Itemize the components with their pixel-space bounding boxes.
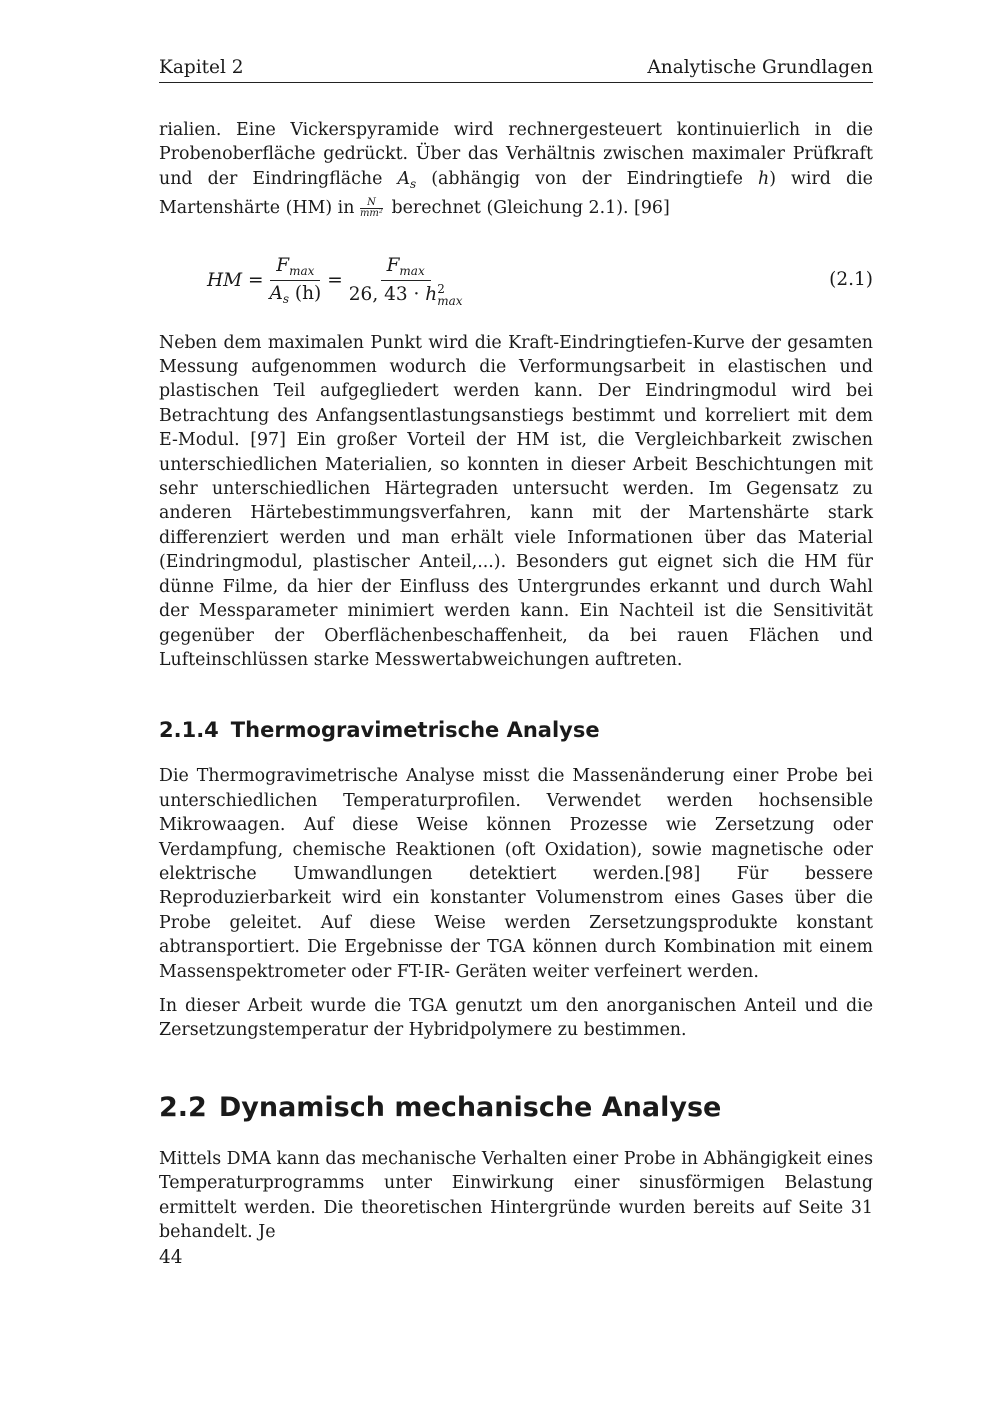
section-number: 2.1.4 [159, 718, 219, 743]
header-title: Analytische Grundlagen [647, 57, 873, 78]
section-title: Thermogravimetrische Analyse [230, 718, 600, 743]
paragraph-dma-intro: Mittels DMA kann das mechanische Verhalten einer Probe in Abhängigkeit eines Temperaturprogramms unter Einwirkung einer sinusförmigen Belastung ermittelt werden. Die theoretischen Hintergründe wurden bereits auf Seite 31 behandelt. Je [159, 1148, 873, 1242]
paragraph1-text-c: ) wird die Martenshärte (HM) in [159, 168, 873, 219]
equation-lhs: HM = [207, 270, 264, 292]
paragraph1-text-d: berechnet (Gleichung 2.1). [96] [391, 198, 670, 219]
paragraph1-text-a: rialien. Eine Vickerspyramide wird rechnergesteuert kontinuierlich in die Probenoberfläche gedrückt. Über das Verhältnis zwischen maximaler Prüfkraft und der Eindringfläche [159, 120, 873, 189]
symbol-depth: h [757, 168, 770, 189]
equation-fraction-2: $F_{max}$ 26, 43 · h 2 max [348, 254, 463, 308]
header-chapter: Kapitel 2 [159, 57, 244, 78]
page-number: 44 [159, 1247, 183, 1268]
page-header [159, 56, 873, 83]
equation-body [207, 255, 469, 307]
paragraph-tga-description: Die Thermogravimetrische Analyse misst die Massenänderung einer Probe bei unterschiedlichen Temperaturprofilen. Verwendet werden hochsensible Mikrowaagen. Auf diese Weise können Prozesse wie Zersetzung oder Verdampfung, chemische Reaktionen (oft Oxidation), sowie magnetische oder elektrische Umwandlungen detektiert werden.[98] Für bessere Reproduzierbarkeit wird ein konstanter Volumenstrom eines Gases über die Probe geleitet. Auf diese Weise werden Zersetzungsprodukte konstant abtransportiert. Die Ergebnisse der TGA können durch Kombination mit einem Massenspektrometer oder FT-IR- Geräten weiter verfeinert werden. [159, 766, 873, 982]
section-heading-2-2 [159, 1091, 873, 1125]
equation-number: (2.1) [829, 268, 873, 290]
paragraph-martens-details: Neben dem maximalen Punkt wird die Kraft-Eindringtiefen-Kurve der gesamten Messung aufgenommen wodurch die Verformungsarbeit in elastischen und plastischen Teil aufgegliedert werden kann. Der Eindringmodul wird bei Betrachtung des Anfangsentlastungsanstiegs bestimmt und korreliert mit dem E-Modul. [97] Ein großer Vorteil der HM ist, die Vergleichbarkeit zwischen unterschiedlichen Materialien, so konnten in dieser Arbeit Beschichtungen mit sehr unterschiedlichen Härtegraden untersucht werden. Im Gegensatz zu anderen Härtebestimmungsverfahren, kann mit der Martenshärte stark differenziert werden und man erhält viele Informationen über das Material (Eindringmodul, plastischer Anteil,...). Besonders gut eignet sich die HM für dünne Filme, da hier der Einfluss des Untergrundes erkannt und durch Wahl der Messparameter minimiert werden kann. Ein Nachteil ist die Sensitivität gegenüber der Oberflächenbeschaffenheit, da bei rauen Flächen und Lufteinschlüssen starke Messwertabweichungen auftreten. [159, 332, 873, 670]
equation-equals: = [327, 270, 343, 292]
paragraph-martens-intro [159, 118, 873, 221]
section-title: Dynamisch mechanische Analyse [218, 1091, 722, 1123]
equation-fraction-1: $\frac{F_{max}}{A_s (h)}$ [269, 255, 322, 307]
unit-fraction: $\frac{N}{\text{mm²}}$ [359, 197, 383, 220]
section-heading-2-1-4 [159, 716, 873, 744]
symbol-area: $A_s$ [397, 168, 417, 191]
page-body [159, 118, 873, 1244]
equation-2-1 [159, 235, 873, 331]
paragraph-tga-usage: In dieser Arbeit wurde die TGA genutzt um den anorganischen Anteil und die Zersetzungstemperatur der Hybridpolymere zu bestimmen. [159, 995, 873, 1041]
section-number: 2.2 [159, 1091, 207, 1123]
paragraph1-text-b: (abhängig von der Eindringtiefe [431, 168, 743, 189]
